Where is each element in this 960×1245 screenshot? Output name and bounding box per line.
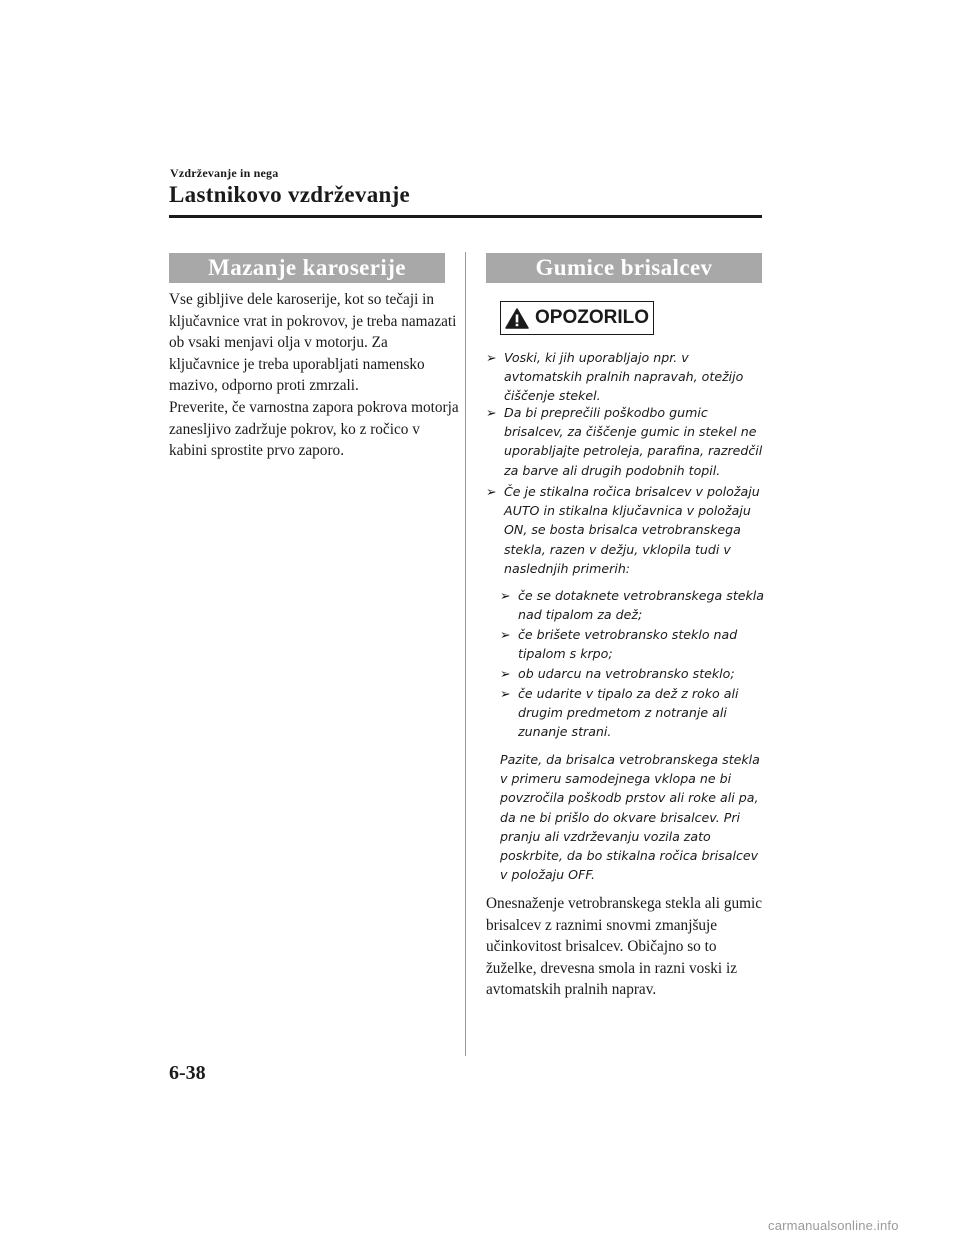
bullet-text: Voski, ki jih uporabljajo npr. v avtomatskih pralnih napravah, otežijo čiščenje stekel.: [504, 350, 744, 404]
section-heading-right: Gumice brisalcev: [486, 253, 762, 283]
warning-note: Pazite, da brisalca vetrobranskega stekla v primeru samodejnega vklopa ne bi povzročila poškodb prstov ali roke ali pa, da ne bi prišlo do okvare brisalcev. Pri pranju ali vzdrževanju vozila zato poskrbite, da bo stikalna ročica brisalcev v položaju OFF.: [500, 752, 760, 883]
bullet-text: Če je stikalna ročica brisalcev v položaju AUTO in stikalna ključavnica v položaju ON, se bosta brisalca vetrobranskega stekla, razen v dežju, vklopila tudi v naslednjih primerih:: [504, 484, 760, 576]
breadcrumb: Vzdrževanje in nega: [170, 166, 279, 180]
list-item: [486, 482, 766, 578]
arrow-bullet-icon: ➢: [500, 666, 511, 681]
list-item: [486, 403, 766, 480]
sub-list-item: [500, 625, 766, 663]
column-divider: [465, 252, 466, 1056]
arrow-bullet-icon: ➢: [500, 588, 511, 603]
warning-label: OPOZORILO: [535, 307, 649, 328]
bullet-text: Da bi preprečili poškodbo gumic brisalcev, za čiščenje gumic in stekel ne uporabljajte petroleja, parafina, razredčil za barve ali drugih podobnih topil.: [504, 405, 763, 478]
sub-list-item: [500, 684, 766, 742]
paragraph-body-lubrication: Vse gibljive dele karoserije, kot so tečaji in ključavnice vrat in pokrovov, je treba namazati ob vsaki menjavi olja v motorju. Za ključavnice je treba uporabljati namensko mazivo, odporno proti zmrzali.: [169, 291, 457, 395]
arrow-bullet-icon: ➢: [486, 350, 497, 365]
arrow-bullet-icon: ➢: [486, 405, 497, 420]
list-item: [486, 348, 766, 406]
arrow-bullet-icon: ➢: [486, 484, 497, 499]
sub-list-item: [500, 664, 766, 683]
warning-box: [500, 301, 654, 335]
page-title: Lastnikovo vzdrževanje: [169, 182, 411, 207]
sub-bullet-text: če udarite v tipalo za dež z roko ali drugim predmetom z notranje ali zunanje strani.: [518, 686, 739, 740]
watermark: carmanualsonline.info: [768, 1218, 899, 1233]
arrow-bullet-icon: ➢: [500, 686, 511, 701]
paragraph-wiper-contamination: Onesnaženje vetrobranskega stekla ali gumic brisalcev z raznimi snovmi zmanjšuje učinkovitost brisalcev. Običajno so to žuželke, drevesna smola in razni voski iz avtomatskih pralnih naprav.: [486, 895, 763, 999]
sub-bullet-text: če se dotaknete vetrobranskega stekla nad tipalom za dež;: [518, 588, 765, 623]
paragraph-hood-latch: Preverite, če varnostna zapora pokrova motorja zanesljivo zadržuje pokrov, ko z ročico v kabini sprostite prvo zaporo.: [169, 399, 459, 460]
sub-bullet-text: če brišete vetrobransko steklo nad tipalom s krpo;: [518, 627, 738, 662]
section-heading-left: Mazanje karoserije: [169, 253, 445, 283]
warning-triangle-icon: [505, 308, 529, 329]
page-number: 6-38: [169, 1062, 206, 1084]
sub-list-item: [500, 586, 766, 624]
arrow-bullet-icon: ➢: [500, 627, 511, 642]
sub-bullet-text: ob udarcu na vetrobransko steklo;: [518, 666, 735, 681]
title-rule: [169, 215, 762, 218]
